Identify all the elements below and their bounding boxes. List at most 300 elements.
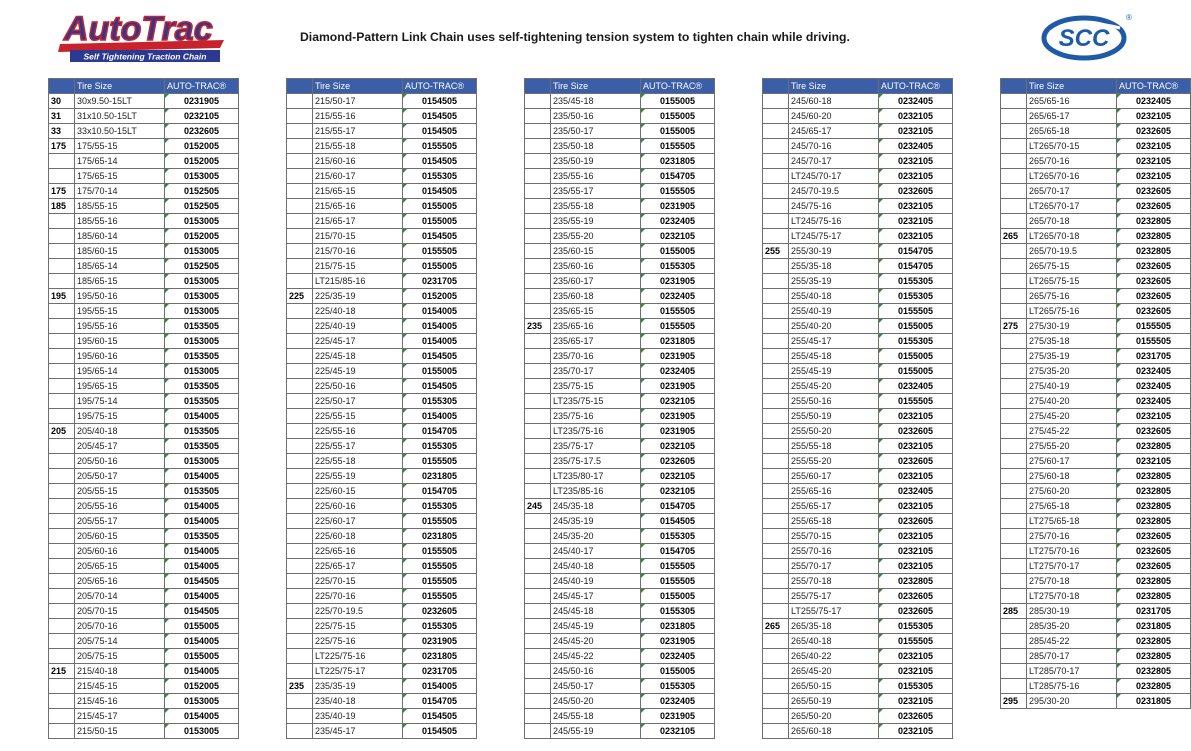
tire-size-cell: 235/60-17 bbox=[551, 274, 641, 289]
size-group-cell bbox=[525, 349, 551, 364]
part-number-cell: 0231905 bbox=[641, 409, 715, 424]
tire-size-cell: 225/60-15 bbox=[313, 484, 403, 499]
table-row bbox=[49, 664, 239, 679]
size-group-cell bbox=[763, 469, 789, 484]
table-row bbox=[49, 634, 239, 649]
part-number-cell: 0154505 bbox=[165, 574, 239, 589]
table-row bbox=[763, 529, 953, 544]
part-number-cell: 0154005 bbox=[165, 634, 239, 649]
table-row bbox=[1001, 289, 1191, 304]
tire-size-cell: 255/70-16 bbox=[789, 544, 879, 559]
tire-size-cell: 235/45-18 bbox=[551, 94, 641, 109]
table-row bbox=[1001, 544, 1191, 559]
size-group-cell bbox=[1001, 334, 1027, 349]
tire-size-cell: 235/70-16 bbox=[551, 349, 641, 364]
tire-size-cell: 205/65-16 bbox=[75, 574, 165, 589]
size-group-cell bbox=[287, 259, 313, 274]
size-table-4 bbox=[762, 78, 953, 739]
part-number-cell: 0152005 bbox=[165, 154, 239, 169]
size-group-cell bbox=[1001, 139, 1027, 154]
tire-size-cell: 215/50-15 bbox=[75, 724, 165, 739]
part-number-cell: 0232105 bbox=[165, 109, 239, 124]
table-row bbox=[1001, 499, 1191, 514]
part-number-cell: 0154505 bbox=[165, 604, 239, 619]
size-group-cell: 225 bbox=[287, 289, 313, 304]
table-row bbox=[49, 679, 239, 694]
header-tire-size: Tire Size bbox=[551, 79, 641, 94]
size-group-cell bbox=[1001, 664, 1027, 679]
table-row bbox=[287, 109, 477, 124]
part-number-cell: 0232605 bbox=[1117, 304, 1191, 319]
tire-size-cell: 245/40-19 bbox=[551, 574, 641, 589]
size-group-cell bbox=[1001, 154, 1027, 169]
tire-size-cell: 215/55-16 bbox=[313, 109, 403, 124]
table-row bbox=[525, 259, 715, 274]
size-group-cell bbox=[287, 454, 313, 469]
tire-size-cell: 205/55-15 bbox=[75, 484, 165, 499]
tire-size-cell: 255/35-19 bbox=[789, 274, 879, 289]
tire-size-cell: 215/60-17 bbox=[313, 169, 403, 184]
part-number-cell: 0155505 bbox=[879, 634, 953, 649]
table-row bbox=[763, 274, 953, 289]
size-group-cell bbox=[763, 124, 789, 139]
tire-size-cell: 235/40-19 bbox=[313, 709, 403, 724]
part-number-cell: 0154705 bbox=[403, 484, 477, 499]
tire-size-cell: 235/75-16 bbox=[551, 409, 641, 424]
tire-size-cell: LT215/85-16 bbox=[313, 274, 403, 289]
tire-size-table bbox=[762, 78, 953, 739]
tire-size-cell: 205/40-18 bbox=[75, 424, 165, 439]
table-row bbox=[49, 124, 239, 139]
size-group-cell bbox=[49, 694, 75, 709]
table-row bbox=[49, 109, 239, 124]
table-row bbox=[525, 484, 715, 499]
tire-size-cell: 255/65-16 bbox=[789, 484, 879, 499]
part-number-cell: 0232805 bbox=[1117, 574, 1191, 589]
table-row bbox=[525, 574, 715, 589]
part-number-cell: 0231705 bbox=[1117, 604, 1191, 619]
table-row bbox=[287, 259, 477, 274]
part-number-cell: 0154705 bbox=[879, 259, 953, 274]
tire-size-cell: LT265/70-16 bbox=[1027, 169, 1117, 184]
part-number-cell: 0232105 bbox=[879, 664, 953, 679]
table-row bbox=[49, 199, 239, 214]
size-group-cell bbox=[1001, 244, 1027, 259]
table-row bbox=[287, 349, 477, 364]
table-row bbox=[49, 499, 239, 514]
size-group-cell bbox=[1001, 124, 1027, 139]
part-number-cell: 0155505 bbox=[641, 574, 715, 589]
part-number-cell: 0232405 bbox=[1117, 364, 1191, 379]
tire-size-cell: 30x9.50-15LT bbox=[75, 94, 165, 109]
tire-size-cell: 275/60-18 bbox=[1027, 469, 1117, 484]
part-number-cell: 0154705 bbox=[641, 169, 715, 184]
size-group-cell bbox=[763, 574, 789, 589]
header-tire-size: Tire Size bbox=[1027, 79, 1117, 94]
table-row bbox=[287, 199, 477, 214]
part-number-cell: 0232805 bbox=[879, 574, 953, 589]
tire-size-cell: 235/60-18 bbox=[551, 289, 641, 304]
size-group-cell bbox=[525, 619, 551, 634]
size-group-cell bbox=[763, 544, 789, 559]
tire-size-cell: 235/50-16 bbox=[551, 109, 641, 124]
part-number-cell: 0231905 bbox=[641, 709, 715, 724]
tire-size-cell: 225/60-17 bbox=[313, 514, 403, 529]
size-group-cell bbox=[1001, 574, 1027, 589]
table-row bbox=[287, 559, 477, 574]
part-number-cell: 0231805 bbox=[1117, 619, 1191, 634]
size-group-cell bbox=[763, 319, 789, 334]
part-number-cell: 0155505 bbox=[403, 139, 477, 154]
part-number-cell: 0232105 bbox=[879, 529, 953, 544]
tire-size-cell: 225/75-15 bbox=[313, 619, 403, 634]
tire-size-cell: 235/60-16 bbox=[551, 259, 641, 274]
tire-size-cell: 225/60-16 bbox=[313, 499, 403, 514]
size-group-cell bbox=[763, 229, 789, 244]
table-row bbox=[49, 244, 239, 259]
table-row bbox=[525, 469, 715, 484]
part-number-cell: 0232105 bbox=[1117, 409, 1191, 424]
tire-size-cell: LT265/75-16 bbox=[1027, 304, 1117, 319]
tire-size-cell: 245/35-19 bbox=[551, 514, 641, 529]
size-group-cell bbox=[49, 304, 75, 319]
tire-size-cell: 215/55-17 bbox=[313, 124, 403, 139]
tire-size-cell: 225/55-18 bbox=[313, 454, 403, 469]
tire-size-cell: LT265/70-15 bbox=[1027, 139, 1117, 154]
tire-size-cell: 265/50-15 bbox=[789, 679, 879, 694]
table-row bbox=[525, 169, 715, 184]
table-row bbox=[763, 184, 953, 199]
tire-size-cell: 265/40-18 bbox=[789, 634, 879, 649]
table-row bbox=[1001, 409, 1191, 424]
tire-size-cell: 205/45-17 bbox=[75, 439, 165, 454]
table-row bbox=[525, 94, 715, 109]
table-row bbox=[763, 499, 953, 514]
size-group-cell bbox=[1001, 409, 1027, 424]
size-group-cell: 31 bbox=[49, 109, 75, 124]
table-row bbox=[763, 139, 953, 154]
table-row bbox=[525, 214, 715, 229]
part-number-cell: 0231805 bbox=[641, 334, 715, 349]
size-group-cell bbox=[287, 244, 313, 259]
header-prefix-cell bbox=[763, 79, 789, 94]
size-group-cell bbox=[763, 379, 789, 394]
part-number-cell: 0152505 bbox=[165, 259, 239, 274]
size-group-cell bbox=[763, 289, 789, 304]
part-number-cell: 0232605 bbox=[1117, 199, 1191, 214]
part-number-cell: 0231805 bbox=[641, 154, 715, 169]
part-number-cell: 0155305 bbox=[403, 619, 477, 634]
table-row bbox=[1001, 604, 1191, 619]
table-row bbox=[1001, 214, 1191, 229]
size-group-cell bbox=[49, 214, 75, 229]
table-row bbox=[1001, 484, 1191, 499]
tire-size-cell: 275/40-20 bbox=[1027, 394, 1117, 409]
part-number-cell: 0231705 bbox=[403, 664, 477, 679]
part-number-cell: 0153005 bbox=[165, 724, 239, 739]
tire-size-cell: 235/55-18 bbox=[551, 199, 641, 214]
table-row bbox=[49, 394, 239, 409]
tire-size-cell: LT275/70-17 bbox=[1027, 559, 1117, 574]
tire-size-cell: 235/75-15 bbox=[551, 379, 641, 394]
tire-size-cell: 225/55-16 bbox=[313, 424, 403, 439]
part-number-cell: 0232605 bbox=[879, 604, 953, 619]
tire-size-cell: 235/65-17 bbox=[551, 334, 641, 349]
part-number-cell: 0155005 bbox=[641, 244, 715, 259]
size-group-cell bbox=[287, 109, 313, 124]
part-number-cell: 0155305 bbox=[641, 529, 715, 544]
table-row bbox=[763, 229, 953, 244]
part-number-cell: 0153505 bbox=[165, 349, 239, 364]
part-number-cell: 0232805 bbox=[1117, 439, 1191, 454]
size-group-cell bbox=[525, 334, 551, 349]
part-number-cell: 0153005 bbox=[165, 289, 239, 304]
table-row bbox=[1001, 364, 1191, 379]
tire-size-cell: 225/35-19 bbox=[313, 289, 403, 304]
tire-size-cell: 225/65-16 bbox=[313, 544, 403, 559]
table-row bbox=[1001, 274, 1191, 289]
part-number-cell: 0231905 bbox=[641, 424, 715, 439]
size-group-cell bbox=[763, 169, 789, 184]
part-number-cell: 0232805 bbox=[1117, 664, 1191, 679]
tire-size-cell: 245/70-16 bbox=[789, 139, 879, 154]
part-number-cell: 0231905 bbox=[641, 349, 715, 364]
size-group-cell bbox=[287, 184, 313, 199]
tire-size-cell: 205/75-14 bbox=[75, 634, 165, 649]
tire-size-cell: 265/40-22 bbox=[789, 649, 879, 664]
part-number-cell: 0232605 bbox=[879, 709, 953, 724]
size-group-cell bbox=[287, 469, 313, 484]
table-row bbox=[49, 274, 239, 289]
size-group-cell bbox=[287, 319, 313, 334]
tire-size-cell: 235/55-20 bbox=[551, 229, 641, 244]
table-row bbox=[525, 184, 715, 199]
part-number-cell: 0232805 bbox=[1117, 649, 1191, 664]
size-group-cell bbox=[287, 139, 313, 154]
table-row bbox=[1001, 559, 1191, 574]
table-row bbox=[525, 514, 715, 529]
part-number-cell: 0232605 bbox=[879, 514, 953, 529]
size-group-cell bbox=[287, 634, 313, 649]
part-number-cell: 0232105 bbox=[879, 154, 953, 169]
part-number-cell: 0232805 bbox=[1117, 514, 1191, 529]
size-group-cell bbox=[287, 154, 313, 169]
part-number-cell: 0153505 bbox=[165, 439, 239, 454]
table-row bbox=[287, 499, 477, 514]
tire-size-cell: 245/40-18 bbox=[551, 559, 641, 574]
tire-size-cell: 245/75-16 bbox=[789, 199, 879, 214]
part-number-cell: 0231905 bbox=[641, 634, 715, 649]
part-number-cell: 0155505 bbox=[403, 574, 477, 589]
size-group-cell bbox=[525, 604, 551, 619]
size-group-cell bbox=[1001, 169, 1027, 184]
table-row bbox=[49, 439, 239, 454]
table-row bbox=[287, 394, 477, 409]
part-number-cell: 0152005 bbox=[165, 679, 239, 694]
table-row bbox=[287, 544, 477, 559]
size-group-cell bbox=[525, 304, 551, 319]
table-row bbox=[287, 694, 477, 709]
size-group-cell bbox=[763, 484, 789, 499]
auto-trac-logo-graphic bbox=[56, 6, 234, 64]
part-number-cell: 0154505 bbox=[403, 109, 477, 124]
part-number-cell: 0232405 bbox=[641, 214, 715, 229]
table-row bbox=[763, 394, 953, 409]
header-tire-size: Tire Size bbox=[789, 79, 879, 94]
table-row bbox=[763, 574, 953, 589]
part-number-cell: 0232405 bbox=[1117, 379, 1191, 394]
tire-size-cell: 235/50-19 bbox=[551, 154, 641, 169]
part-number-cell: 0232105 bbox=[879, 469, 953, 484]
size-group-cell bbox=[525, 589, 551, 604]
tire-size-cell: 205/65-15 bbox=[75, 559, 165, 574]
tire-size-cell: 235/75-17.5 bbox=[551, 454, 641, 469]
size-table-5 bbox=[1000, 78, 1191, 709]
tire-size-cell: 205/60-15 bbox=[75, 529, 165, 544]
table-row bbox=[49, 469, 239, 484]
size-group-cell bbox=[525, 274, 551, 289]
size-group-cell: 265 bbox=[1001, 229, 1027, 244]
table-row bbox=[763, 169, 953, 184]
size-group-cell bbox=[1001, 364, 1027, 379]
part-number-cell: 0232405 bbox=[641, 649, 715, 664]
size-group-cell bbox=[525, 664, 551, 679]
table-row bbox=[1001, 184, 1191, 199]
scc-wordmark: SCC bbox=[1058, 25, 1110, 52]
table-row bbox=[525, 424, 715, 439]
table-row bbox=[525, 304, 715, 319]
part-number-cell: 0155505 bbox=[403, 559, 477, 574]
table-row bbox=[763, 619, 953, 634]
part-number-cell: 0155305 bbox=[403, 499, 477, 514]
tire-size-cell: 245/35-20 bbox=[551, 529, 641, 544]
tire-size-cell: 235/40-18 bbox=[313, 694, 403, 709]
size-group-cell bbox=[763, 514, 789, 529]
tire-size-cell: 185/55-16 bbox=[75, 214, 165, 229]
tire-size-cell: 235/70-17 bbox=[551, 364, 641, 379]
size-group-cell bbox=[763, 454, 789, 469]
table-row bbox=[49, 604, 239, 619]
part-number-cell: 0231905 bbox=[403, 634, 477, 649]
header-prefix-cell bbox=[1001, 79, 1027, 94]
table-row bbox=[525, 679, 715, 694]
tire-size-cell: 205/70-15 bbox=[75, 604, 165, 619]
tire-size-table bbox=[48, 78, 239, 739]
size-group-cell bbox=[287, 664, 313, 679]
part-number-cell: 0155005 bbox=[641, 109, 715, 124]
tire-size-cell: 285/30-19 bbox=[1027, 604, 1117, 619]
part-number-cell: 0154705 bbox=[879, 244, 953, 259]
table-row bbox=[1001, 394, 1191, 409]
tire-size-cell: 255/50-20 bbox=[789, 424, 879, 439]
part-number-cell: 0155305 bbox=[879, 289, 953, 304]
tire-size-cell: 255/65-18 bbox=[789, 514, 879, 529]
part-number-cell: 0232405 bbox=[641, 289, 715, 304]
table-row bbox=[1001, 529, 1191, 544]
part-number-cell: 0153005 bbox=[165, 334, 239, 349]
size-group-cell bbox=[763, 184, 789, 199]
part-number-cell: 0154005 bbox=[165, 559, 239, 574]
tire-size-cell: 245/55-18 bbox=[551, 709, 641, 724]
tire-size-cell: 275/35-18 bbox=[1027, 334, 1117, 349]
tire-size-cell: 275/35-19 bbox=[1027, 349, 1117, 364]
size-group-cell bbox=[287, 379, 313, 394]
table-row bbox=[763, 484, 953, 499]
size-group-cell bbox=[525, 364, 551, 379]
tire-size-cell: 255/75-17 bbox=[789, 589, 879, 604]
part-number-cell: 0154505 bbox=[403, 229, 477, 244]
size-group-cell: 255 bbox=[763, 244, 789, 259]
tire-size-cell: 215/45-17 bbox=[75, 709, 165, 724]
tire-size-cell: 225/55-19 bbox=[313, 469, 403, 484]
table-row bbox=[763, 379, 953, 394]
tire-size-cell: LT245/70-17 bbox=[789, 169, 879, 184]
size-group-cell: 175 bbox=[49, 139, 75, 154]
size-group-cell bbox=[525, 694, 551, 709]
part-number-cell: 0232805 bbox=[1117, 634, 1191, 649]
size-group-cell bbox=[49, 379, 75, 394]
table-row bbox=[525, 439, 715, 454]
tire-size-cell: 275/45-22 bbox=[1027, 424, 1117, 439]
part-number-cell: 0232105 bbox=[879, 109, 953, 124]
size-group-cell bbox=[49, 634, 75, 649]
part-number-cell: 0155005 bbox=[641, 124, 715, 139]
part-number-cell: 0154005 bbox=[165, 409, 239, 424]
part-number-cell: 0232105 bbox=[879, 559, 953, 574]
table-row bbox=[287, 304, 477, 319]
part-number-cell: 0232405 bbox=[879, 139, 953, 154]
size-group-cell bbox=[763, 694, 789, 709]
part-number-cell: 0232605 bbox=[403, 604, 477, 619]
table-row bbox=[525, 199, 715, 214]
tire-size-cell: 255/60-17 bbox=[789, 469, 879, 484]
size-group-cell bbox=[49, 229, 75, 244]
size-group-cell bbox=[287, 484, 313, 499]
size-group-cell bbox=[525, 559, 551, 574]
size-group-cell: 285 bbox=[1001, 604, 1027, 619]
tire-size-cell: LT285/70-17 bbox=[1027, 664, 1117, 679]
tire-size-cell: 205/55-16 bbox=[75, 499, 165, 514]
part-number-cell: 0154505 bbox=[403, 724, 477, 739]
table-row bbox=[763, 664, 953, 679]
size-group-cell bbox=[525, 679, 551, 694]
table-row bbox=[1001, 94, 1191, 109]
size-group-cell: 30 bbox=[49, 94, 75, 109]
part-number-cell: 0153005 bbox=[165, 694, 239, 709]
part-number-cell: 0232805 bbox=[1117, 484, 1191, 499]
size-group-cell bbox=[49, 709, 75, 724]
table-row bbox=[1001, 304, 1191, 319]
size-group-cell bbox=[287, 619, 313, 634]
tire-size-cell: LT275/70-18 bbox=[1027, 589, 1117, 604]
tire-size-cell: 245/50-16 bbox=[551, 664, 641, 679]
size-group-cell bbox=[287, 559, 313, 574]
part-number-cell: 0231905 bbox=[641, 379, 715, 394]
size-group-cell bbox=[525, 544, 551, 559]
size-group-cell bbox=[525, 454, 551, 469]
size-group-cell: 235 bbox=[525, 319, 551, 334]
part-number-cell: 0154505 bbox=[403, 379, 477, 394]
table-row bbox=[49, 94, 239, 109]
size-group-cell bbox=[1001, 514, 1027, 529]
part-number-cell: 0155505 bbox=[641, 559, 715, 574]
part-number-cell: 0155005 bbox=[165, 649, 239, 664]
tire-size-cell: 265/65-17 bbox=[1027, 109, 1117, 124]
size-group-cell bbox=[525, 244, 551, 259]
tire-size-cell: 265/35-18 bbox=[789, 619, 879, 634]
part-number-cell: 0155305 bbox=[641, 259, 715, 274]
table-row bbox=[763, 289, 953, 304]
